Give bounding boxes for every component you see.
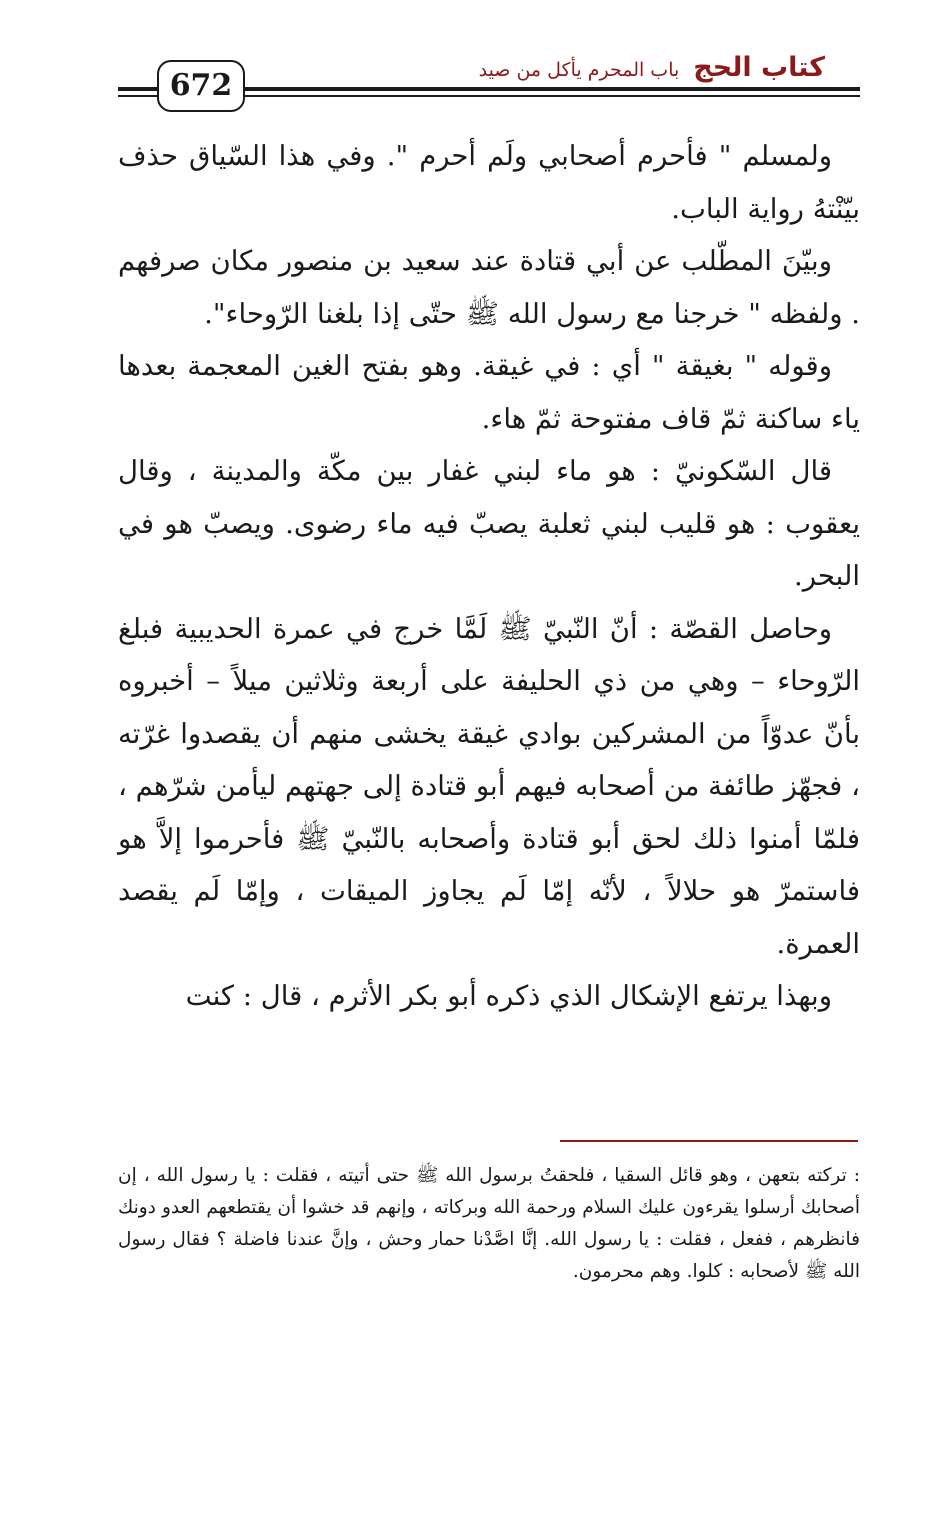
footnote-separator	[560, 1140, 858, 1142]
paragraph-3: وقوله " بغيقة " أي : في غيقة. وهو بفتح الغين المعجمة بعدها ياء ساكنة ثمّ قاف مفتوحة ثمّ هاء.	[118, 350, 860, 435]
paragraph-5: وحاصل القصّة : أنّ النّبيّ ﷺ لَمَّا خرج في عمرة الحديبية فبلغ الرّوحاء – وهي من ذي الحليفة على أربعة وثلاثين ميلاً – أخبروه بأنّ عدوّاً من المشركين بوادي غيقة يخشى منهم أن يقصدوا غرّته ، فجهّز طائفة من أصحابه فيهم أبو قتادة إلى جهتهم ليأمن شرّهم ، فلمّا أمنوا ذلك لحق أبو قتادة وأصحابه بالنّبيّ ﷺ فأحرموا إلاَّ هو فاستمرّ هو حلالاً ، لأنّه إمّا لَم يجاوز الميقات ، وإمّا لَم يقصد العمرة.	[118, 612, 860, 960]
page-header	[0, 0, 945, 130]
book-title: كتاب الحج	[693, 52, 825, 83]
footnote	[118, 1160, 860, 1288]
running-head	[479, 52, 825, 83]
main-text	[118, 130, 860, 1023]
page-number: 672	[169, 68, 233, 103]
chapter-title: باب المحرم يأكل من صيد	[478, 59, 680, 81]
paragraph-2: وبيّنَ المطّلب عن أبي قتادة عند سعيد بن منصور مكان صرفهم . ولفظه " خرجنا مع رسول الله ﷺ حتّى إذا بلغنا الرّوحاء".	[118, 245, 860, 330]
paragraph-1: ولمسلم " فأحرم أصحابي ولَم أحرم ". وفي هذا السّياق حذف بيّنْتهُ رواية الباب.	[118, 140, 860, 225]
page-number-box	[157, 60, 245, 112]
paragraph-4: قال السّكونيّ : هو ماء لبني غفار بين مكّة والمدينة ، وقال يعقوب : هو قليب لبني ثعلبة يصبّ فيه ماء رضوى. ويصبّ هو في البحر.	[118, 455, 860, 592]
footnote-text: : تركته بتعهن ، وهو قائل السقيا ، فلحقتُ برسول الله ﷺ حتى أتيته ، فقلت : يا رسول الله ، إن أصحابك أرسلوا يقرءون عليك السلام ورحمة الله وبركاته ، وإنهم قد خشوا أن يقتطعهم العدو دونك فانظرهم ، ففعل ، فقلت : يا رسول الله. إنَّا اصَّدْنا حمار وحش ، وإنَّ عندنا فاضلة ؟ فقال رسول الله ﷺ لأصحابه : كلوا. وهم محرمون.	[118, 1165, 860, 1282]
paragraph-6: وبهذا يرتفع الإشكال الذي ذكره أبو بكر الأثرم ، قال : كنت	[185, 980, 832, 1012]
